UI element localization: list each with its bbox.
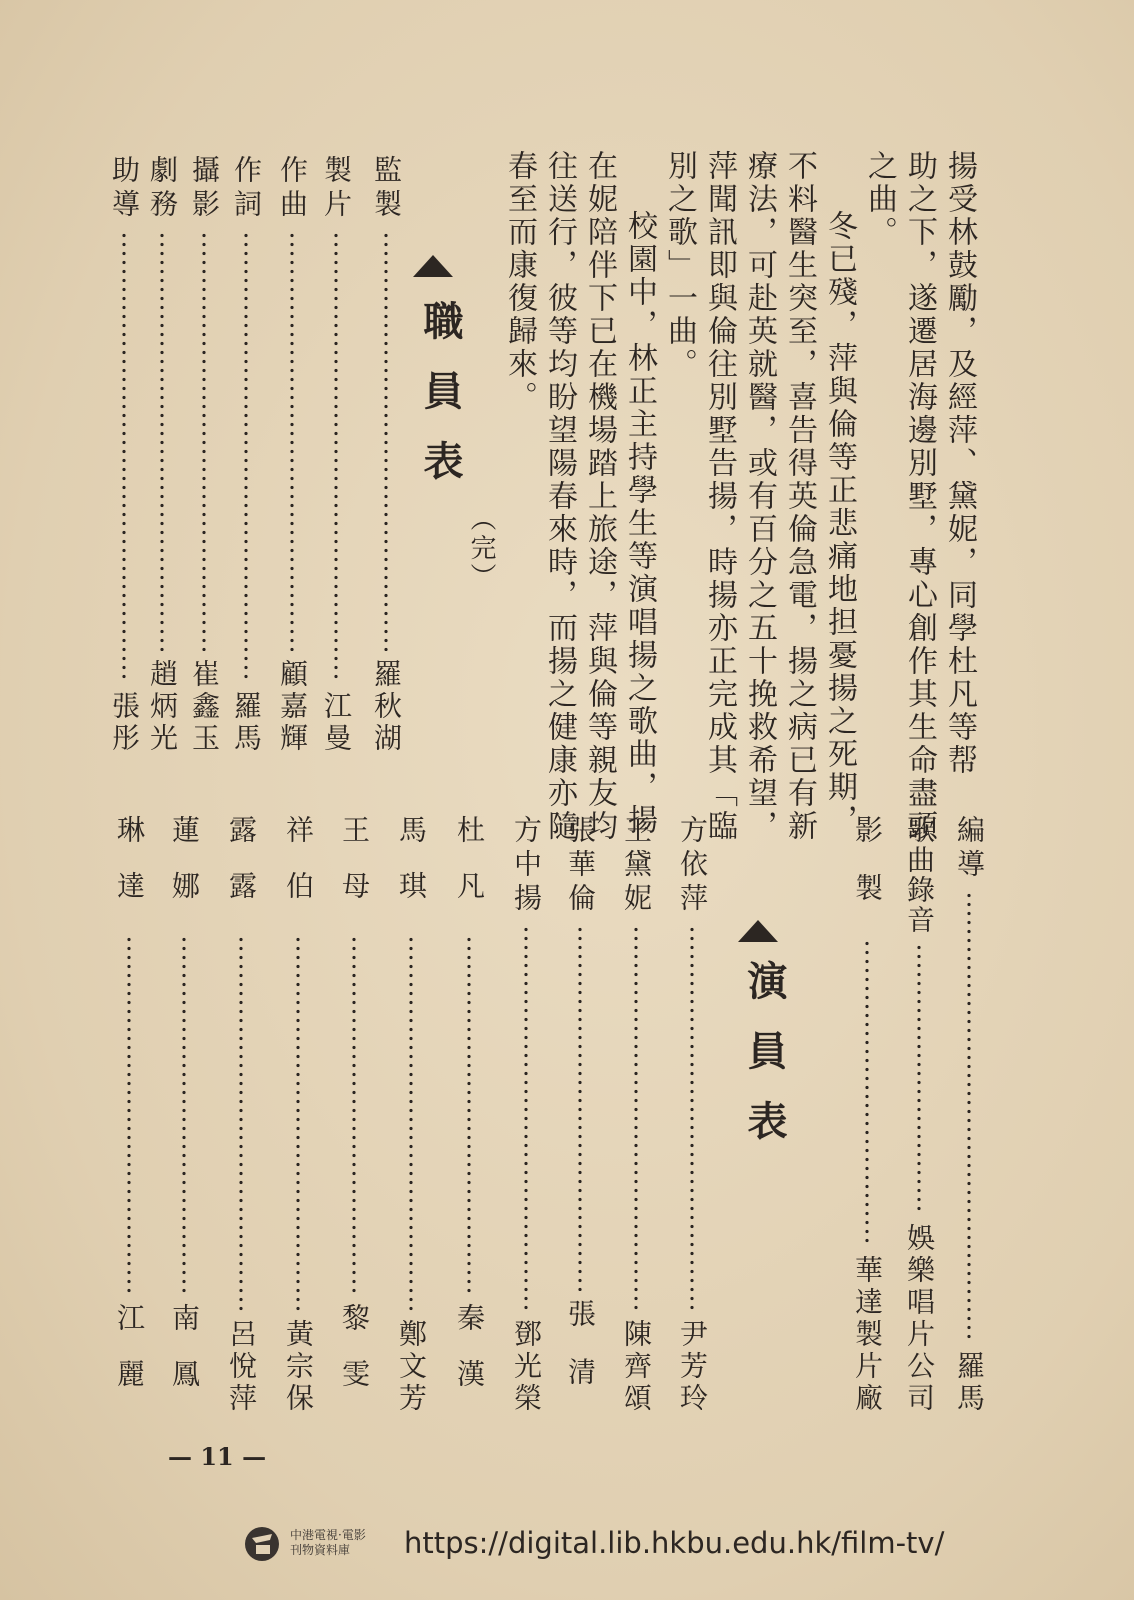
staff-row — [108, 155, 141, 755]
crew-role: 編導 — [953, 815, 986, 883]
cast-row — [113, 815, 146, 1415]
cast-role: 馬琪 — [395, 815, 428, 927]
leader-dots — [865, 939, 869, 1247]
staff-role: 作曲 — [276, 155, 309, 223]
leader-dots — [467, 935, 471, 1295]
leader-dots — [524, 925, 528, 1311]
story-line-12: 春至而康復歸來。 — [502, 150, 537, 414]
staff-role: 作詞 — [230, 155, 263, 223]
leader-dots — [290, 231, 294, 651]
leader-dots — [296, 935, 300, 1311]
leader-dots — [634, 925, 638, 1311]
cast-role: 王黛妮 — [620, 815, 653, 917]
leader-dots — [917, 943, 921, 1215]
cast-name: 陳齊頌 — [620, 1319, 653, 1415]
staff-row — [230, 155, 263, 755]
cast-row — [453, 815, 486, 1415]
cast-row — [168, 815, 201, 1415]
staff-row — [146, 155, 179, 755]
cast-role: 蓮娜 — [168, 815, 201, 927]
cast-name: 江麗 — [113, 1303, 146, 1415]
crew-row — [903, 815, 936, 1415]
archive-name-line1: 中港電視·電影 — [290, 1528, 366, 1542]
cast-role: 方中揚 — [510, 815, 543, 917]
cast-name: 張清 — [564, 1299, 597, 1415]
cast-name: 鄭文芳 — [395, 1319, 428, 1415]
story-line-7: 萍聞訊即與倫往別墅告揚，時揚亦正完成其「臨 — [702, 150, 737, 843]
cast-row — [282, 815, 315, 1415]
story-line-4: 冬已殘，萍與倫等正悲痛地担憂揚之死期， — [822, 210, 857, 837]
crew-name: 華達製片廠 — [851, 1255, 884, 1415]
cast-row — [676, 815, 709, 1415]
cast-triangle-icon — [738, 920, 778, 942]
cast-name: 鄧光榮 — [510, 1319, 543, 1415]
cast-row — [338, 815, 371, 1415]
archive-name-line2: 刊物資料庫 — [290, 1543, 351, 1557]
story-line-3: 之曲。 — [862, 150, 897, 249]
cast-name: 南鳳 — [168, 1303, 201, 1415]
leader-dots — [160, 231, 164, 651]
leader-dots — [244, 231, 248, 683]
leader-dots — [384, 231, 388, 651]
story-line-5: 不料醫生突至，喜告得英倫急電，揚之病已有新 — [782, 150, 817, 843]
leader-dots — [239, 935, 243, 1311]
cast-name: 尹芳玲 — [676, 1319, 709, 1415]
staff-heading: 職員表 — [417, 300, 464, 510]
cast-role: 露露 — [225, 815, 258, 927]
staff-name: 崔鑫玉 — [188, 659, 221, 755]
staff-row — [370, 155, 403, 755]
crew-name: 羅馬 — [953, 1351, 986, 1415]
leader-dots — [578, 925, 582, 1291]
staff-role: 攝影 — [188, 155, 221, 223]
cast-row — [564, 815, 597, 1415]
staff-role: 監製 — [370, 155, 403, 223]
story-end-mark: （完） — [466, 505, 496, 592]
staff-name: 張彤 — [108, 691, 141, 755]
story-line-6: 療法，可赴英就醫，或有百分之五十挽救希望， — [742, 150, 777, 843]
leader-dots — [182, 935, 186, 1295]
crew-row — [851, 815, 884, 1415]
cast-role: 琳達 — [113, 815, 146, 927]
staff-name: 羅秋湖 — [370, 659, 403, 755]
story-line-8: 別之歌」一曲。 — [662, 150, 697, 381]
cast-name: 黎雯 — [338, 1303, 371, 1415]
staff-name: 羅馬 — [230, 691, 263, 755]
cast-name: 黃宗保 — [282, 1319, 315, 1415]
staff-name: 顧嘉輝 — [276, 659, 309, 755]
leader-dots — [202, 231, 206, 651]
story-line-11: 往送行，彼等均盼望陽春來時，而揚之健康亦隨 — [542, 150, 577, 843]
crew-name: 娛樂唱片公司 — [903, 1223, 936, 1415]
staff-name: 趙炳光 — [146, 659, 179, 755]
cast-name: 秦漢 — [453, 1303, 486, 1415]
leader-dots — [127, 935, 131, 1295]
cast-row — [510, 815, 543, 1415]
page-number: — 11 — — [168, 1442, 267, 1471]
cast-role: 祥伯 — [282, 815, 315, 927]
staff-role: 製片 — [320, 155, 353, 223]
cast-role: 王母 — [338, 815, 371, 927]
cast-role: 杜凡 — [453, 815, 486, 927]
story-line-1: 揚受林鼓勵，及經萍、黛妮，同學杜凡等帮 — [942, 150, 977, 777]
staff-row — [188, 155, 221, 755]
staff-name: 江曼 — [320, 691, 353, 755]
leader-dots — [334, 231, 338, 683]
leader-dots — [967, 891, 971, 1343]
crew-row — [953, 815, 986, 1415]
archive-url: https://digital.lib.hkbu.edu.hk/film-tv/ — [404, 1526, 945, 1560]
crew-role: 歌曲錄音 — [903, 815, 936, 935]
staff-triangle-icon — [413, 255, 453, 277]
cast-role: 張華倫 — [564, 815, 597, 917]
story-line-10: 在妮陪伴下已在機場踏上旅途，萍與倫等親友均 — [582, 150, 617, 843]
story-line-2: 助之下，遂遷居海邊別墅，專心創作其生命盡頭 — [902, 150, 937, 843]
leader-dots — [122, 231, 126, 683]
cast-row — [620, 815, 653, 1415]
cast-row — [395, 815, 428, 1415]
leader-dots — [352, 935, 356, 1295]
staff-role: 劇務 — [146, 155, 179, 223]
staff-row — [320, 155, 353, 755]
cast-heading: 演員表 — [741, 960, 788, 1170]
archive-name — [290, 1528, 366, 1558]
leader-dots — [409, 935, 413, 1311]
cast-role: 方依萍 — [676, 815, 709, 917]
cast-row — [225, 815, 258, 1415]
staff-role: 助導 — [108, 155, 141, 223]
crew-role: 影製 — [851, 815, 884, 931]
story-line-9: 校園中，林正主持學生等演唱揚之歌曲，揚 — [622, 210, 657, 837]
film-archive-logo-icon — [244, 1526, 280, 1562]
cast-name: 呂悅萍 — [225, 1319, 258, 1415]
staff-row — [276, 155, 309, 755]
leader-dots — [690, 925, 694, 1311]
